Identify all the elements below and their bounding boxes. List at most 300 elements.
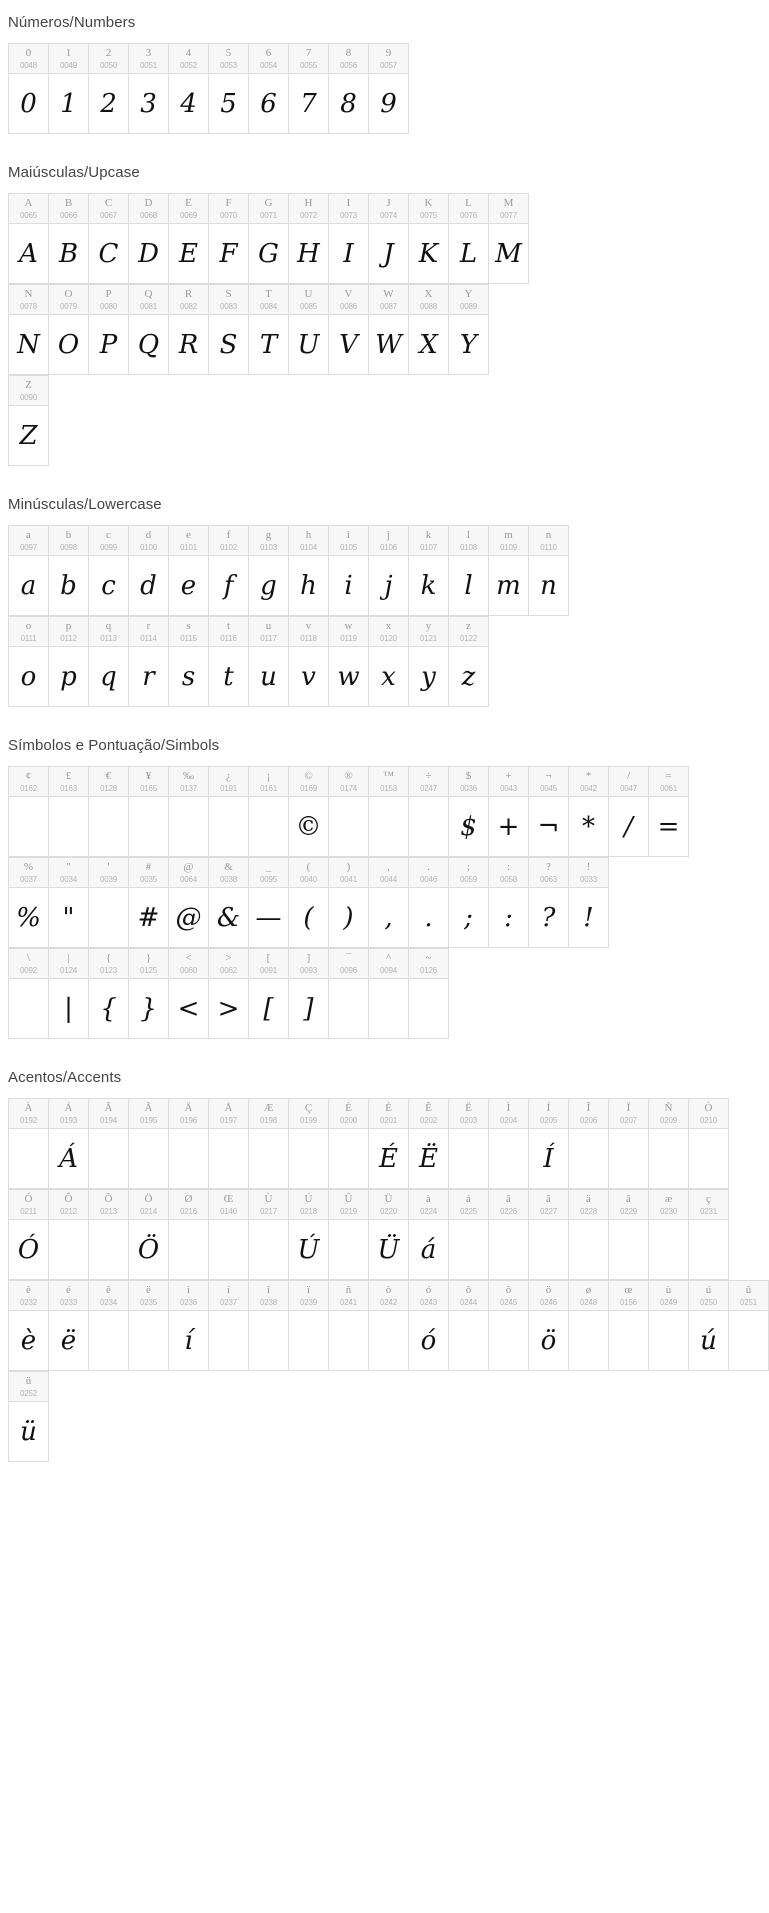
glyph-header-cell [169,949,209,979]
glyph-sample: 8 [340,88,357,119]
glyph-sample-cell [9,647,49,707]
glyph-sample: L [459,238,478,269]
glyph-code-label: 0111 [20,634,37,643]
glyph-char-label: _ [265,861,272,873]
glyph-sample-cell [409,1220,449,1280]
glyph-char-label: Ò [704,1102,713,1114]
glyph-sample-cell [409,979,449,1039]
glyph-sample-cell [609,797,649,857]
glyph-header-cell [169,1190,209,1220]
glyph-code-label: 0088 [420,302,437,311]
glyph-header-cell [9,1099,49,1129]
glyph-code-label: 0218 [300,1207,317,1216]
glyph-header-cell [289,949,329,979]
glyph-sample-cell [9,979,49,1039]
glyph-sample: M [495,238,522,269]
glyph-char-label: 4 [185,47,192,59]
glyph-code-label: 0034 [60,875,77,884]
glyph-sample-cell [529,556,569,616]
glyph-code-label: 0243 [420,1298,437,1307]
glyph-code-label: 0198 [260,1116,277,1125]
glyph-code-label: 0110 [540,543,557,552]
glyph-header-cell [609,767,649,797]
glyph-code-label: 0068 [140,211,157,220]
glyph-code-label: 0193 [60,1116,77,1125]
glyph-code-label: 0235 [140,1298,157,1307]
glyph-code-label: 0072 [300,211,317,220]
glyph-char-label: 1 [65,47,72,59]
glyph-char-label: ë [146,1284,151,1296]
glyph-code-label: 0065 [20,211,37,220]
glyph-code-label: 0058 [500,875,517,884]
glyph-header-cell [9,617,49,647]
glyph-header-cell [249,285,289,315]
glyph-sample-cell [449,797,489,857]
glyph-char-label: ò [385,1284,392,1296]
glyph-sample-cell [9,315,49,375]
glyph-code-label: 0054 [260,61,277,70]
glyph-header-cell [209,194,249,224]
glyph-char-label: R [184,288,193,300]
glyph-sample: í [184,1325,193,1356]
glyph-header-cell [489,1099,529,1129]
glyph-sample-cell [489,224,529,284]
glyph-char-label: o [25,620,32,632]
glyph-code-label: 0239 [300,1298,317,1307]
glyph-char-label: 2 [105,47,112,59]
glyph-header-cell [89,526,129,556]
glyph-sample-cell [609,1311,649,1371]
glyph-sample: 3 [140,88,157,119]
glyph-char-label: s [186,620,191,632]
glyph-header-cell [129,44,169,74]
glyph-sample-cell [249,979,289,1039]
glyph-code-label: 0090 [20,393,37,402]
glyph-char-label: z [466,620,471,632]
glyph-header-cell [49,767,89,797]
glyph-char-label: ÷ [425,770,432,782]
glyph-code-label: 0203 [460,1116,477,1125]
glyph-sample-row [8,74,409,134]
glyph-sample-cell [169,797,209,857]
glyph-sample-row [8,556,569,616]
glyph-code-label: 0156 [620,1298,637,1307]
glyph-header-cell [249,1281,289,1311]
glyph-sample-cell [129,1311,169,1371]
glyph-sample: F [219,238,238,269]
glyph-code-label: 0055 [300,61,317,70]
glyph-char-label: M [503,197,514,209]
glyph-sample-cell [529,797,569,857]
glyph-code-label: 0211 [20,1207,37,1216]
glyph-sample: H [297,238,320,269]
glyph-sample-cell [449,1129,489,1189]
glyph-char-label: ? [546,861,551,873]
glyph-char-label: y [425,620,432,632]
glyph-sample-row [8,1311,769,1371]
glyph-header-cell [529,1099,569,1129]
glyph-char-label: v [305,620,312,632]
glyph-code-label: 0174 [340,784,357,793]
glyph-header-cell [489,526,529,556]
glyph-sample-cell [449,224,489,284]
glyph-sample-cell [329,797,369,857]
glyph-sample-cell [329,1129,369,1189]
glyph-char-label: w [344,620,353,632]
glyph-sample-cell [529,1129,569,1189]
glyph-code-label: 0115 [180,634,197,643]
glyph-sample: ! [583,902,594,933]
glyph-code-label: 0093 [300,966,317,975]
glyph-code-label: 0049 [60,61,77,70]
glyph-sample-row [8,797,689,857]
glyph-sample: G [258,238,279,269]
glyph-sample: ö [540,1325,557,1356]
glyph-char-label: ¯ [345,952,352,964]
glyph-code-label: 0064 [180,875,197,884]
glyph-sample-cell [289,1129,329,1189]
glyph-sample-cell [489,1311,529,1371]
glyph-char-label: = [665,770,672,782]
glyph-sample-cell [449,315,489,375]
glyph-header-cell [209,285,249,315]
glyph-sample-cell [289,979,329,1039]
glyph-header-cell [289,1281,329,1311]
glyph-header-row [8,375,49,406]
glyph-header-cell [409,949,449,979]
glyph-sample: c [101,570,116,601]
glyph-header-cell [369,44,409,74]
glyph-code-label: 0052 [180,61,197,70]
glyph-code-label: 0228 [580,1207,597,1216]
glyph-char-label: ø [585,1284,592,1296]
glyph-code-label: 0121 [420,634,437,643]
glyph-char-label: p [65,620,72,632]
glyph-header-cell [49,858,89,888]
glyph-header-row [8,525,569,556]
glyph-sample-cell [9,1129,49,1189]
glyph-char-label: è [26,1284,31,1296]
specimen-section [0,723,730,1055]
glyph-sample: 0 [20,88,37,119]
glyph-sample: Ó [17,1234,40,1265]
glyph-header-cell [449,617,489,647]
glyph-header-cell [449,285,489,315]
glyph-code-label: 0096 [340,966,357,975]
glyph-sample-cell [209,1220,249,1280]
glyph-char-label: Ì [506,1102,511,1114]
glyph-sample: d [140,570,157,601]
glyph-sample-cell [569,1129,609,1189]
glyph-code-label: 0219 [340,1207,357,1216]
glyph-header-cell [249,1190,289,1220]
glyph-sample-cell [369,1220,409,1280]
glyph-char-label: k [425,529,432,541]
glyph-sample-cell [129,797,169,857]
glyph-char-label: ^ [385,952,392,964]
glyph-header-cell [689,1099,729,1129]
glyph-header-cell [209,767,249,797]
glyph-sample: " [62,902,75,933]
glyph-char-label: O [64,288,73,300]
glyph-code-label: 0238 [260,1298,277,1307]
glyph-sample-cell [289,1311,329,1371]
glyph-header-cell [569,1281,609,1311]
glyph-char-label: % [23,861,34,873]
glyph-code-label: 0140 [220,1207,237,1216]
glyph-char-label: ¡ [266,770,271,782]
glyph-sample: s [181,661,196,692]
glyph-sample-cell [649,797,689,857]
glyph-char-label: Q [144,288,153,300]
glyph-code-label: 0237 [220,1298,237,1307]
glyph-char-label: œ [624,1284,633,1296]
glyph-code-label: 0078 [20,302,37,311]
glyph-code-label: 0053 [220,61,237,70]
glyph-sample: t [223,661,234,692]
glyph-header-cell [329,285,369,315]
glyph-sample: | [64,993,73,1024]
glyph-char-label: ù [665,1284,672,1296]
glyph-char-label: Ù [264,1193,273,1205]
glyph-char-label: > [225,952,232,964]
glyph-header-cell [89,285,129,315]
glyph-header-cell [249,617,289,647]
glyph-code-label: 0137 [180,784,197,793]
glyph-grid [0,43,730,134]
glyph-char-label: | [67,952,70,964]
glyph-sample-cell [129,1220,169,1280]
glyph-char-label: # [145,861,152,873]
glyph-sample-cell [489,888,529,948]
glyph-sample: + [497,811,520,842]
glyph-char-label: U [304,288,313,300]
glyph-sample: $ [460,811,477,842]
glyph-code-label: 0069 [180,211,197,220]
glyph-sample-cell [329,888,369,948]
glyph-sample: b [60,570,77,601]
glyph-header-cell [449,1190,489,1220]
glyph-header-cell [9,1281,49,1311]
section-spacer [0,466,730,482]
glyph-code-label: 0247 [420,784,437,793]
glyph-sample: 7 [300,88,317,119]
glyph-char-label: Z [25,379,32,391]
glyph-header-cell [49,194,89,224]
glyph-code-label: 0104 [300,543,317,552]
glyph-code-label: 0066 [60,211,77,220]
glyph-code-label: 0117 [260,634,277,643]
glyph-header-cell [369,526,409,556]
glyph-header-row [8,1189,729,1220]
glyph-header-cell [409,194,449,224]
glyph-header-cell [49,949,89,979]
glyph-header-cell [9,1372,49,1402]
glyph-code-label: 0246 [540,1298,557,1307]
specimen-section [0,482,730,723]
glyph-code-label: 0241 [340,1298,357,1307]
glyph-sample-cell [569,1311,609,1371]
glyph-header-row [8,616,489,647]
glyph-header-cell [289,767,329,797]
glyph-sample-cell [529,1311,569,1371]
glyph-char-label: Ñ [664,1102,673,1114]
glyph-sample: p [60,661,77,692]
glyph-char-label: ) [346,861,351,873]
glyph-char-label: q [105,620,112,632]
glyph-sample-cell [449,556,489,616]
glyph-header-cell [529,526,569,556]
glyph-sample-cell [89,1311,129,1371]
glyph-sample: [ [263,993,274,1024]
glyph-header-cell [169,858,209,888]
glyph-char-label: ! [586,861,591,873]
glyph-sample-row [8,1129,729,1189]
glyph-header-cell [649,767,689,797]
glyph-code-label: 0037 [20,875,37,884]
glyph-char-label: ì [186,1284,191,1296]
glyph-char-label: \ [26,952,31,964]
glyph-char-label: É [385,1102,392,1114]
glyph-code-label: 0044 [380,875,397,884]
glyph-sample: Ú [297,1234,320,1265]
glyph-sample: 9 [380,88,397,119]
glyph-header-cell [89,1281,129,1311]
glyph-sample-cell [89,224,129,284]
glyph-sample-cell [49,1129,89,1189]
glyph-code-label: 0077 [500,211,517,220]
glyph-sample-cell [49,74,89,134]
glyph-sample-cell [409,797,449,857]
glyph-header-row [8,43,409,74]
glyph-code-label: 0057 [380,61,397,70]
glyph-code-label: 0236 [180,1298,197,1307]
glyph-code-label: 0209 [660,1116,677,1125]
glyph-sample-cell [409,556,449,616]
glyph-code-label: 0202 [420,1116,437,1125]
glyph-sample-cell [409,888,449,948]
glyph-sample-cell [609,1129,649,1189]
glyph-header-row [8,284,489,315]
glyph-sample-cell [289,647,329,707]
glyph-sample-cell [249,797,289,857]
glyph-header-cell [409,1099,449,1129]
glyph-sample-row [8,224,529,284]
glyph-header-cell [9,44,49,74]
glyph-char-label: b [65,529,72,541]
glyph-header-cell [609,1281,649,1311]
glyph-header-row [8,193,529,224]
glyph-header-cell [249,194,289,224]
glyph-sample: V [339,329,358,360]
glyph-sample-cell [169,556,209,616]
glyph-code-label: 0050 [100,61,117,70]
glyph-sample-cell [89,888,129,948]
glyph-sample-cell [209,315,249,375]
glyph-char-label: C [104,197,113,209]
glyph-char-label: Ü [384,1193,393,1205]
glyph-sample: 4 [180,88,197,119]
glyph-code-label: 0109 [500,543,517,552]
glyph-header-cell [449,858,489,888]
glyph-char-label: @ [183,861,194,873]
glyph-header-cell [569,767,609,797]
glyph-sample-cell [369,1129,409,1189]
glyph-header-cell [489,1190,529,1220]
glyph-sample: A [19,238,38,269]
glyph-code-label: 0245 [500,1298,517,1307]
glyph-code-label: 0094 [380,966,397,975]
glyph-code-label: 0169 [300,784,317,793]
glyph-char-label: & [224,861,233,873]
glyph-char-label: l [466,529,471,541]
glyph-sample-cell [289,74,329,134]
glyph-sample: > [217,993,240,1024]
glyph-code-label: 0212 [60,1207,77,1216]
glyph-sample-cell [49,224,89,284]
glyph-char-label: I [346,197,351,209]
glyph-header-cell [249,858,289,888]
glyph-header-cell [449,767,489,797]
glyph-sample-cell [129,979,169,1039]
glyph-header-cell [289,858,329,888]
glyph-code-label: 0231 [700,1207,717,1216]
glyph-sample-cell [369,979,409,1039]
glyph-sample: l [464,570,473,601]
glyph-header-cell [649,1190,689,1220]
glyph-char-label: + [505,770,512,782]
glyph-code-label: 0039 [100,875,117,884]
glyph-code-label: 0248 [580,1298,597,1307]
glyph-header-row [8,857,609,888]
glyph-code-label: 0035 [140,875,157,884]
glyph-code-label: 0116 [220,634,237,643]
glyph-char-label: G [264,197,273,209]
glyph-header-cell [89,1099,129,1129]
glyph-code-label: 0060 [180,966,197,975]
glyph-char-label: Ô [64,1193,73,1205]
glyph-sample-cell [409,315,449,375]
glyph-header-cell [209,617,249,647]
glyph-code-label: 0051 [140,61,157,70]
glyph-code-label: 0071 [260,211,277,220]
glyph-sample-cell [169,74,209,134]
glyph-header-cell [649,1281,689,1311]
glyph-code-label: 0229 [620,1207,637,1216]
glyph-char-label: , [387,861,390,873]
glyph-sample: B [58,238,79,269]
glyph-code-label: 0204 [500,1116,517,1125]
glyph-char-label: u [265,620,272,632]
glyph-char-label: P [105,288,112,300]
glyph-header-cell [649,1099,689,1129]
glyph-header-cell [209,526,249,556]
glyph-char-label: ñ [345,1284,352,1296]
glyph-header-cell [449,1281,489,1311]
glyph-sample-cell [209,224,249,284]
glyph-sample-cell [169,1129,209,1189]
glyph-char-label: j [386,529,391,541]
glyph-char-label: Æ [263,1102,274,1114]
glyph-char-label: ü [25,1375,32,1387]
glyph-header-row [8,1371,49,1402]
glyph-char-label: 8 [345,47,352,59]
glyph-sample: v [301,661,316,692]
glyph-sample: Ü [377,1234,400,1265]
glyph-sample: m [496,570,521,601]
glyph-code-label: 0045 [540,784,557,793]
glyph-code-label: 0080 [100,302,117,311]
